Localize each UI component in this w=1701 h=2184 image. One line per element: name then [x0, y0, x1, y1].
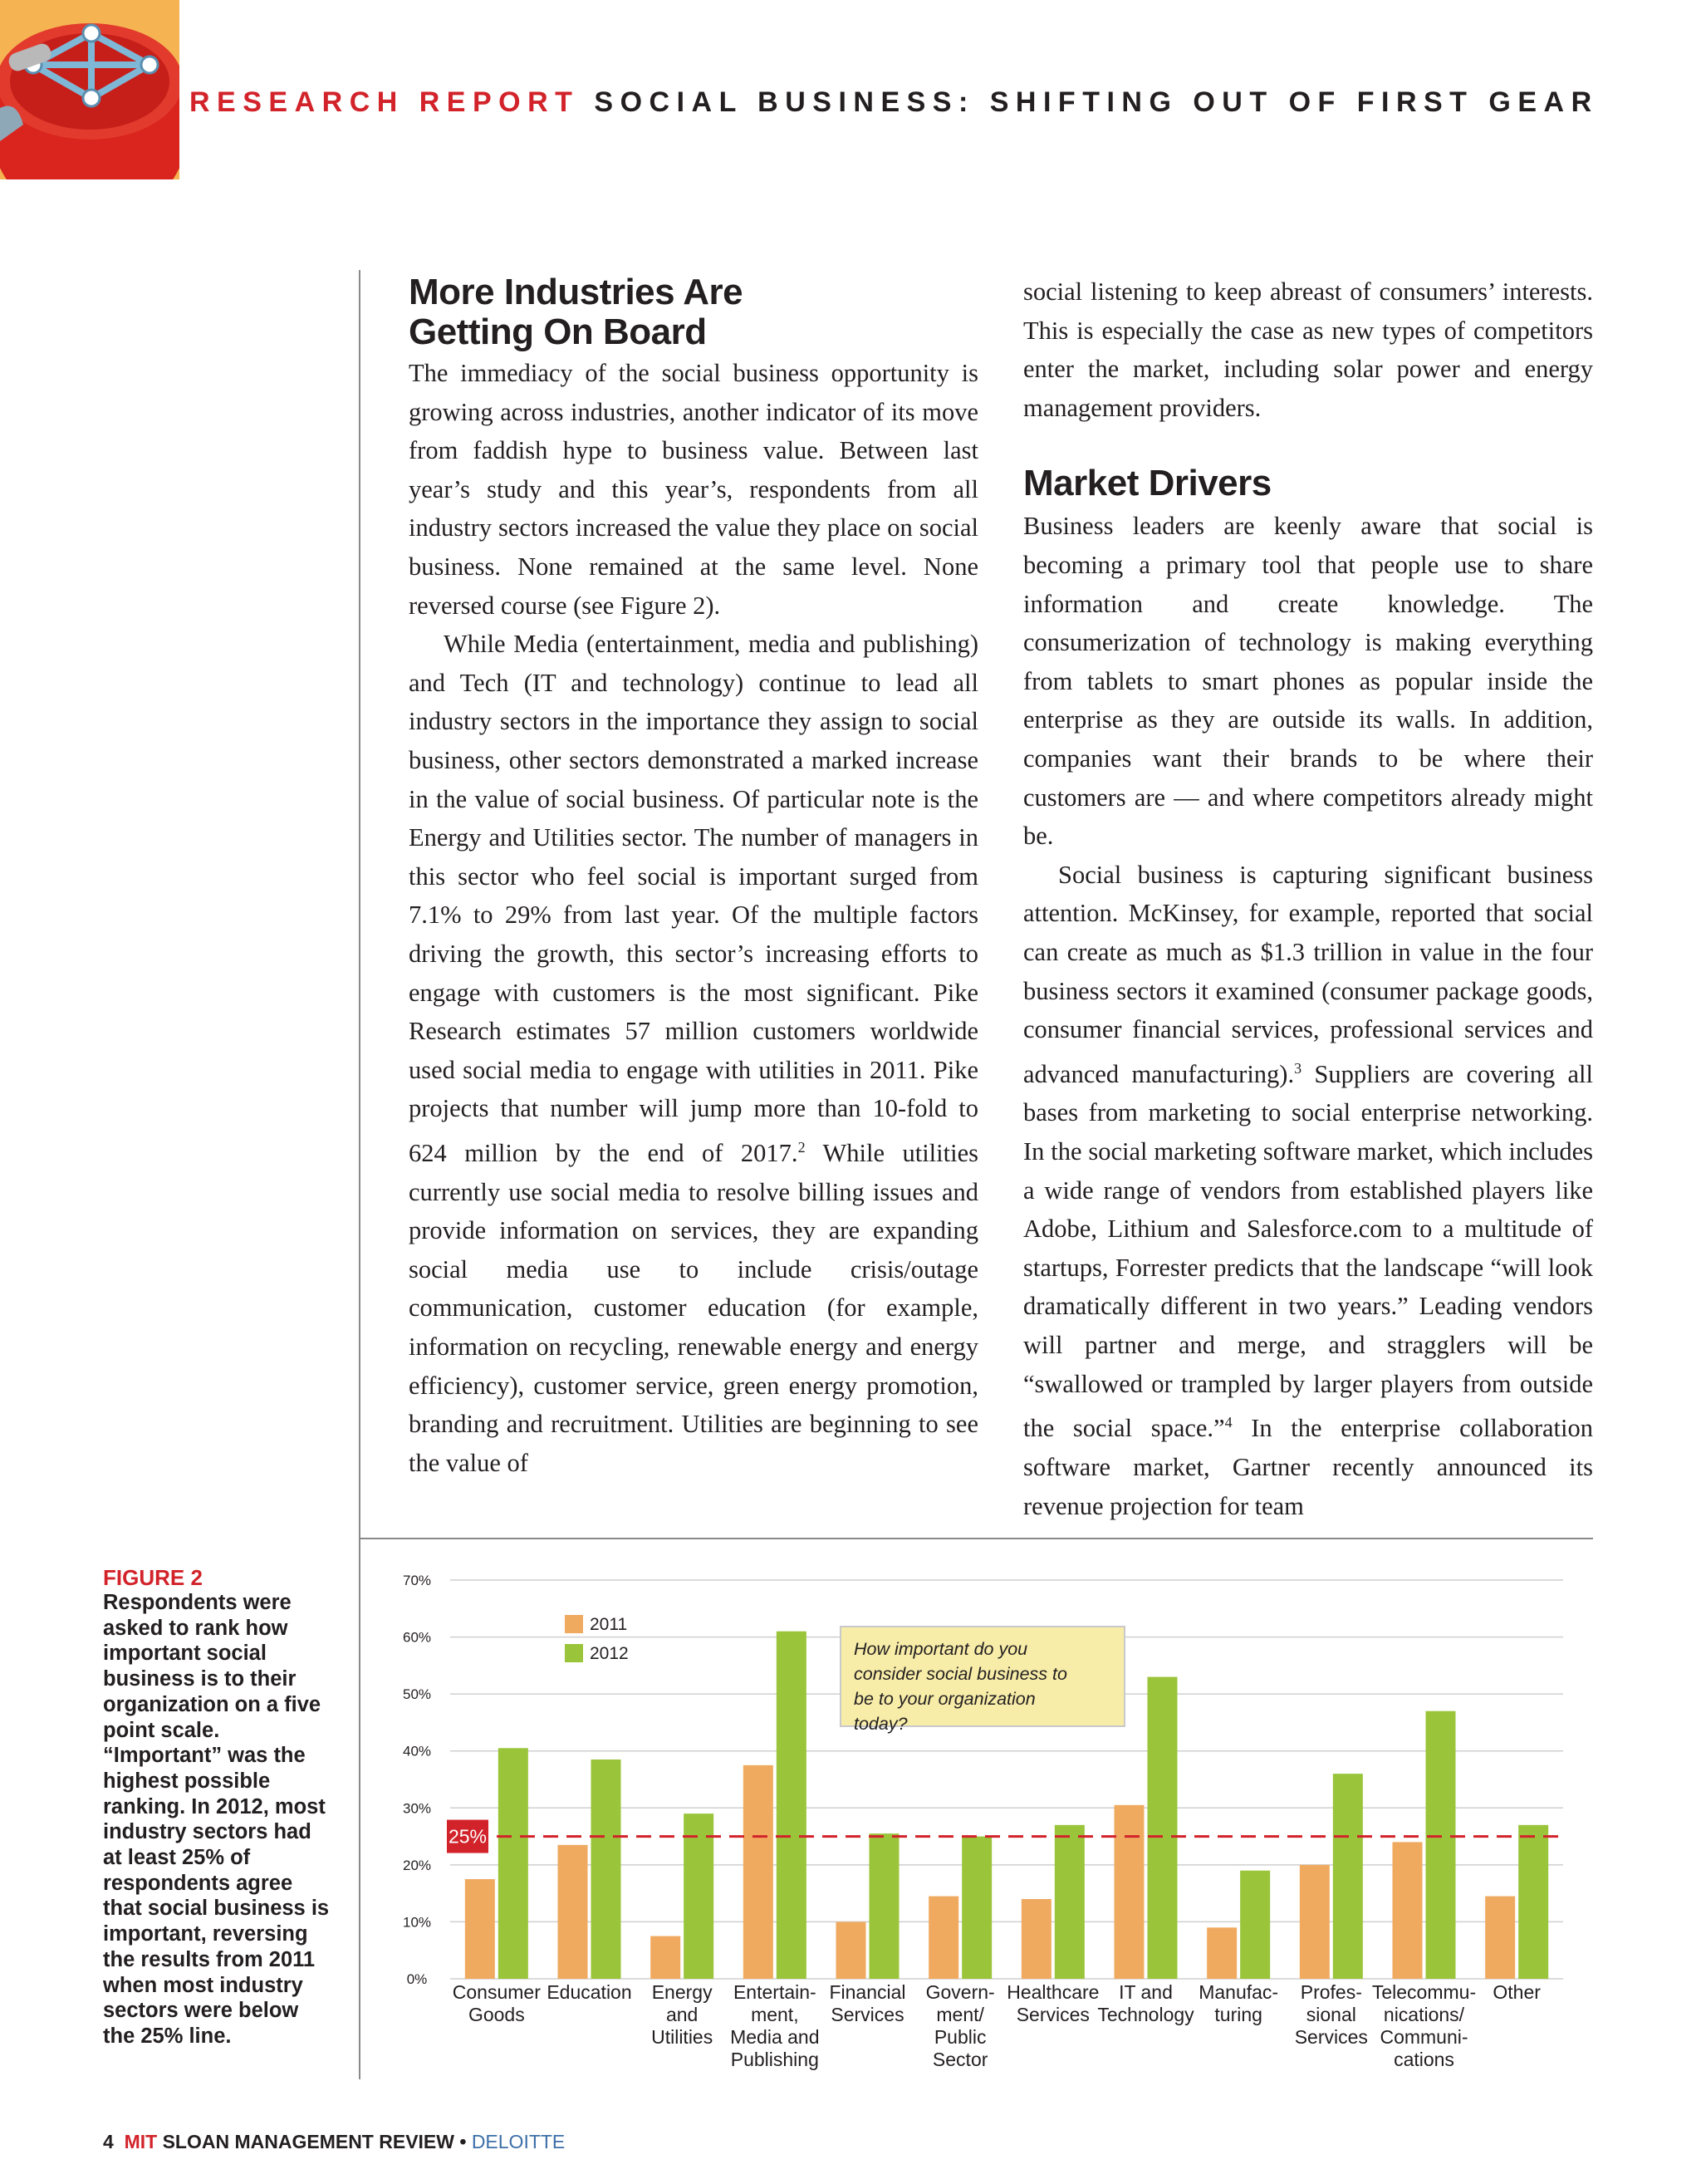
- x-category-label: Profes-: [1300, 1981, 1362, 2003]
- bar-2012: [498, 1748, 528, 1979]
- bar-2011: [929, 1897, 958, 1979]
- x-category-label: Services: [831, 2004, 904, 2025]
- x-category-label: ment,: [751, 2004, 799, 2025]
- question-text: be to your organization: [854, 1689, 1036, 1709]
- x-category-label: Govern-: [925, 1981, 995, 2003]
- x-category-label: Public: [934, 2026, 987, 2048]
- bar-2011: [1393, 1842, 1423, 1979]
- y-tick-label: 10%: [402, 1914, 432, 1931]
- x-category-label: Financial: [829, 1981, 906, 2003]
- question-text: today?: [854, 1714, 908, 1734]
- x-category-label: Education: [547, 1981, 632, 2003]
- x-category-label: Goods: [468, 2004, 525, 2025]
- publication-name: SLOAN MANAGEMENT REVIEW: [162, 2131, 454, 2152]
- page-footer: [103, 2131, 565, 2153]
- figure-2-bar-chart: [359, 1562, 1593, 2093]
- x-category-label: Manufac-: [1199, 1981, 1279, 2003]
- partner-name: DELOITTE: [471, 2131, 566, 2152]
- y-tick-label: 0%: [406, 1971, 428, 1987]
- bar-2011: [836, 1921, 866, 1979]
- section-heading-industries: More Industries Are Getting On Board: [409, 272, 743, 352]
- cover-illustration: [0, 0, 179, 179]
- bar-2011: [1022, 1899, 1051, 1979]
- figure-caption-text: Respondents were asked to rank how important social business is to their organization on a five point scale. “Important” was the highest possible ranking. In 2012, most industry sectors had at least 25% of respondents agree that social business is important, reversing the results from 2011 when most industry sectors were below the 25% line.: [103, 1591, 330, 2048]
- bar-2012: [1240, 1871, 1270, 1979]
- legend-label: 2011: [590, 1615, 628, 1634]
- x-category-label: Utilities: [651, 2026, 713, 2048]
- x-category-label: nications/: [1383, 2004, 1465, 2025]
- article-left-column: [409, 272, 978, 1482]
- figure-divider: [359, 1538, 1593, 1539]
- bar-2012: [1333, 1774, 1363, 1979]
- report-section-label: RESEARCH REPORT: [189, 86, 580, 118]
- x-category-label: sional: [1306, 2004, 1356, 2025]
- y-tick-label: 60%: [402, 1629, 432, 1646]
- y-tick-label: 40%: [402, 1743, 432, 1759]
- bar-2011: [650, 1936, 680, 1979]
- paragraph: social listening to keep abreast of consumers’ interests. This is especially the case as new types of competitors enter the market, including solar power and energy management providers.: [1023, 277, 1593, 422]
- legend-swatch: [565, 1644, 583, 1662]
- x-category-label: Publishing: [730, 2049, 819, 2070]
- x-category-label: Media and: [730, 2026, 820, 2048]
- reference-line-label: 25%: [448, 1825, 488, 1848]
- footnote-ref: 4: [1224, 1414, 1233, 1431]
- bar-2012: [591, 1759, 621, 1979]
- bar-2012: [962, 1837, 992, 1979]
- bar-2012: [1426, 1711, 1456, 1979]
- legend-label: 2012: [590, 1644, 629, 1663]
- y-tick-label: 30%: [402, 1800, 432, 1817]
- x-category-label: Healthcare: [1007, 1981, 1100, 2003]
- footnote-ref: 3: [1294, 1059, 1302, 1077]
- article-right-column: [1023, 272, 1593, 1525]
- publication-mit: MIT: [124, 2131, 158, 2152]
- paragraph: Business leaders are keenly aware that social is becoming a primary tool that people use to share information and create knowledge. The consumerization of technology is making everything from tablets to smart phones as popular inside the enterprise as they are outside its walls. In addition, companies want their brands to be where their customers are — and where competitors already might be.: [1023, 512, 1593, 851]
- paragraph: While Media (entertainment, media and publishing) and Tech (IT and technology) continue to lead all industry sectors in the importance they assign to social business, other sectors demonstrated a marked increase in the value of social business. Of particular note is the Energy and Utilities sector. The number of managers in this sector who feel social is important surged from 7.1% to 29% from last year. Of the multiple factors driving the growth, this sector’s increasing efforts to engage with customers is the most significant. Pike Research estimates 57 million customers worldwide used social media to engage with utilities in 2011. Pike projects that number will jump more than 10-fold to 624 million by the end of 2017.$^2$ While utilities currently use social media to resolve billing issues and provide information on services, they are expanding social media use to include crisis/outage communication, customer education (for example, information on recycling, renewable energy and energy efficiency), customer service, green energy promotion, branding and recruitment. Utilities are beginning to see the value of: [409, 630, 978, 1477]
- running-head: [189, 86, 1599, 119]
- question-text: How important do you: [854, 1639, 1028, 1659]
- legend-swatch: [565, 1615, 583, 1633]
- figure-caption: [103, 1565, 336, 2049]
- footer-bullet: •: [459, 2131, 467, 2152]
- x-category-label: cations: [1394, 2049, 1454, 2070]
- x-category-label: ment/: [936, 2004, 984, 2025]
- paragraph: Social business is capturing significant business attention. McKinsey, for example, reported that social can create as much as $1.3 trillion in value in the four business sectors it examined (consumer package goods, consumer financial services, professional services and advanced manufacturing).$^3$ Suppliers are covering all bases from marketing to social enterprise networking. In the social marketing software market, which includes a wide range of vendors from established players like Adobe, Lithium and Salesforce.com to a multitude of startups, Forrester predicts that the landscape “will look dramatically different in two years.” Leading vendors will partner and merge, and stragglers will be “swallowed or trampled by larger players from outside the social space.”$^4$ In the enterprise collaboration software market, Gartner recently announced its revenue projection for team: [1023, 860, 1594, 1520]
- bar-2011: [465, 1879, 495, 1979]
- page-number: 4: [103, 2131, 114, 2152]
- x-category-label: IT and: [1119, 1981, 1173, 2003]
- x-category-label: Services: [1294, 2026, 1368, 2048]
- x-category-label: Energy: [651, 1981, 713, 2003]
- bar-2012: [1055, 1825, 1085, 1979]
- x-category-label: Sector: [932, 2049, 988, 2070]
- x-category-label: Technology: [1097, 2004, 1194, 2025]
- y-tick-label: 20%: [402, 1857, 432, 1873]
- paragraph: The immediacy of the social business opportunity is growing across industries, another indicator of its move from faddish hype to business value. Between last year’s study and this year’s, respondents from all industry sectors increased the value they place on social business. None remained at the same level. None reversed course (see Figure 2).: [409, 359, 978, 620]
- report-title: SOCIAL BUSINESS: SHIFTING OUT OF FIRST GEAR: [594, 86, 1599, 118]
- x-category-label: Consumer: [452, 1981, 541, 2003]
- bar-2011: [1115, 1805, 1145, 1979]
- y-tick-label: 70%: [402, 1573, 432, 1588]
- bar-2011: [1207, 1927, 1237, 1979]
- x-category-label: Telecommu-: [1371, 1981, 1477, 2003]
- x-category-label: turing: [1214, 2004, 1262, 2025]
- y-tick-label: 50%: [402, 1686, 432, 1703]
- x-category-label: Other: [1493, 1981, 1541, 2003]
- x-category-label: Communi-: [1380, 2026, 1468, 2048]
- bar-2012: [1148, 1677, 1178, 1979]
- question-text: consider social business to: [854, 1664, 1067, 1684]
- x-category-label: and: [665, 2004, 699, 2025]
- x-category-label: Services: [1016, 2004, 1090, 2025]
- section-heading-market-drivers: Market Drivers: [1023, 463, 1272, 504]
- bar-2012: [1518, 1825, 1548, 1979]
- bar-2012: [870, 1833, 900, 1979]
- bar-2012: [777, 1632, 806, 1979]
- figure-label: FIGURE 2: [103, 1565, 203, 1590]
- bar-2012: [684, 1813, 713, 1979]
- bar-2011: [743, 1765, 773, 1979]
- bar-2011: [1485, 1897, 1515, 1979]
- footnote-ref: 2: [797, 1138, 806, 1156]
- x-category-label: Entertain-: [733, 1981, 816, 2003]
- bar-2011: [1300, 1865, 1330, 1979]
- bar-2011: [558, 1845, 588, 1979]
